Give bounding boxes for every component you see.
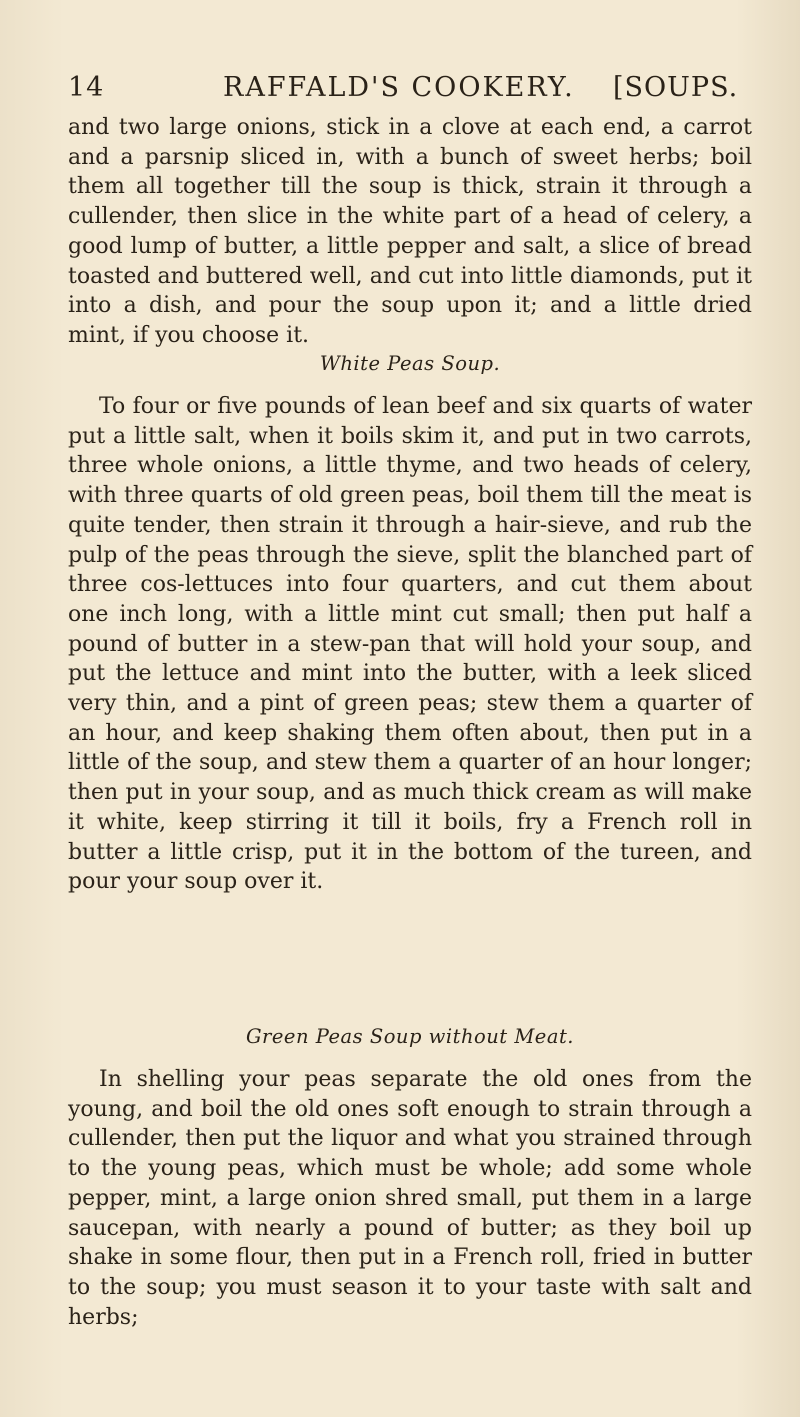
recipe-heading-white-peas-soup: White Peas Soup. [319,352,501,375]
paragraph-continuation: and two large onions, stick in a clove at each end, a carrot and a parsnip sliced in, with a bunch of sweet herbs; boil them all together till the soup is thick, strain it through a cullender, then slice in the white part of a head of celery, a good lump of butter, a little pepper and salt, a slice of bread toasted and buttered well, and cut into little diamonds, put it into a dish, and pour the soup upon it; and a little dried mint, if you choose it. [68,115,752,348]
recipe-paragraph-green-peas-soup: In shelling your peas separate the old ones from the young, and boil the old ones soft enough to strain through a cullender, then put the liquor and what you strained through to the young peas, which must be whole; add some whole pepper, mint, a large onion shred small, put them in a large saucepan, with nearly a pound of butter; as they boil up shake in some flour, then put in a French roll, fried in butter to the soup; you must season it to your taste with salt and herbs; [68,1067,752,1330]
recipe-heading-green-peas-soup: Green Peas Soup without Meat. [245,1025,574,1048]
recipe-paragraph-white-peas-soup: To four or five pounds of lean beef and six quarts of water put a little salt, when it boils skim it, and put in two carrots, three whole onions, a little thyme, and two heads of celery, with three quarts of old green peas, boil them till the meat is quite tender, then strain it through a hair-sieve, and rub the pulp of the peas through the sieve, split the blanched part of three cos-lettuces into four quarters, and cut them about one inch long, with a little mint cut small; then put half a pound of butter in a stew-pan that will hold your soup, and put the lettuce and mint into the butter, with a leek sliced very thin, and a pint of green peas; stew them a quarter of an hour, and keep shaking them often about, then put in a little of the soup, and stew them a quarter of an hour longer; then put in your soup, and as much thick cream as will make it white, keep stirring it till it boils, fry a French roll in butter a little crisp, put it in the bottom of the tureen, and pour your soup over it. [68,394,752,895]
page-header [68,72,750,112]
running-title: RAFFALD'S COOKERY. [223,72,575,103]
section-label: [SOUPS. [613,72,739,103]
page-number: 14 [68,72,105,103]
